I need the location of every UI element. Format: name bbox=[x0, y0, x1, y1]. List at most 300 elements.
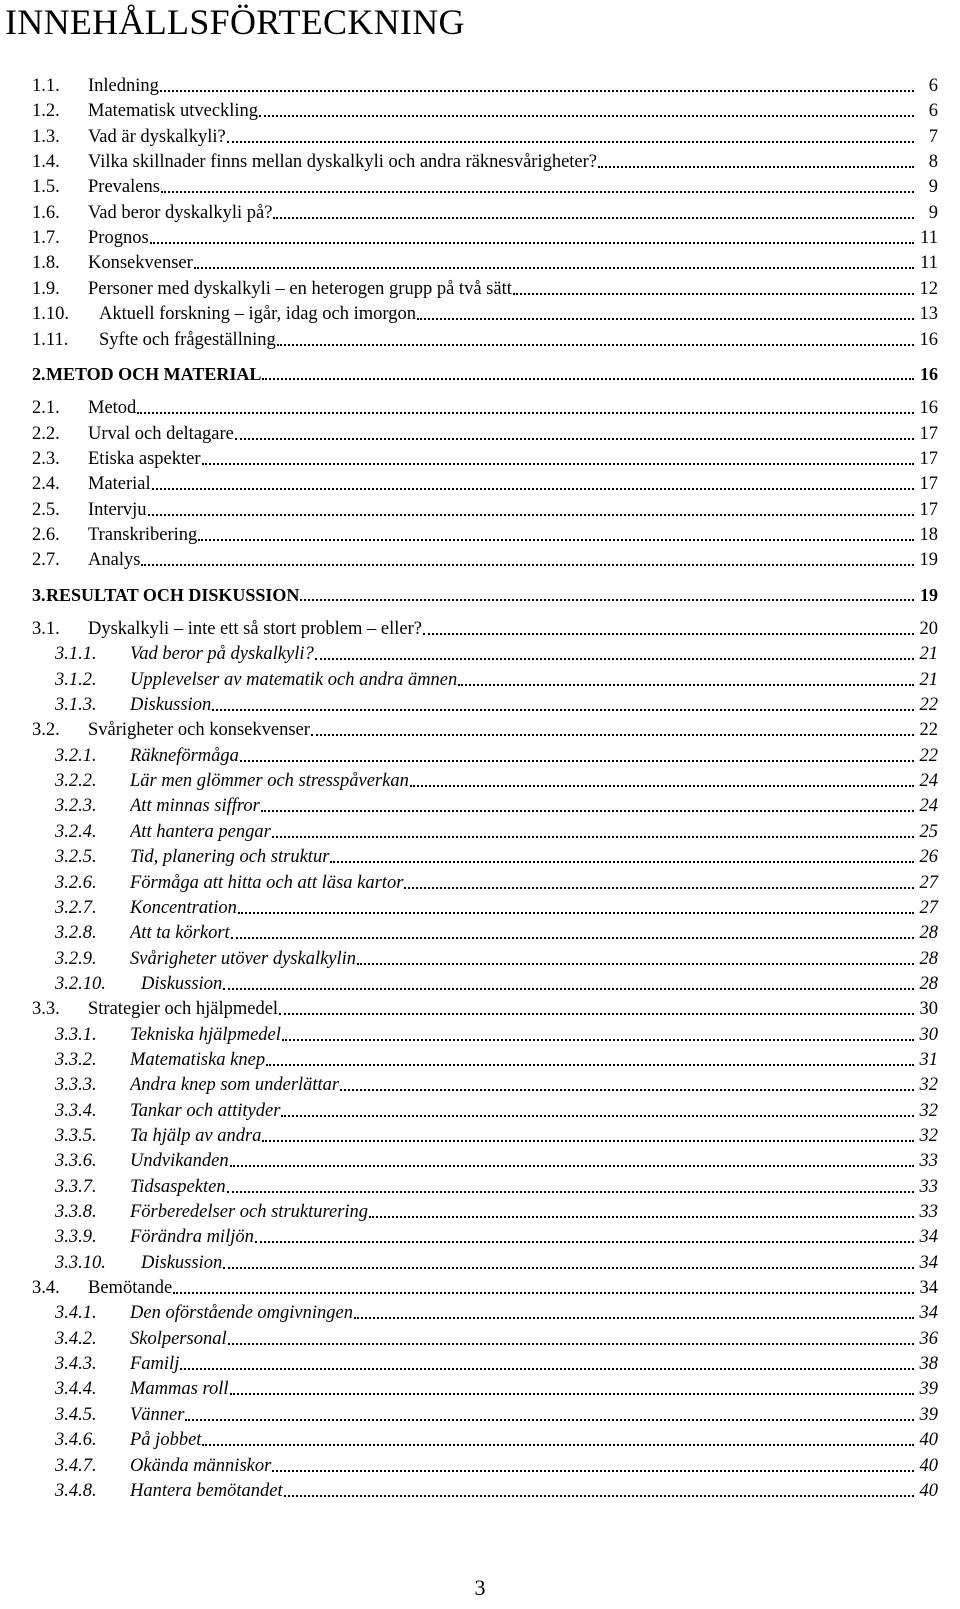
toc-dot-leader bbox=[231, 937, 914, 939]
toc-dot-leader bbox=[259, 115, 914, 117]
toc-entry[interactable] bbox=[0, 523, 960, 547]
toc-entry-title: Undvikanden bbox=[130, 1151, 229, 1171]
toc-dot-leader bbox=[137, 412, 914, 414]
toc-entry[interactable] bbox=[0, 1124, 960, 1148]
toc-entry[interactable] bbox=[0, 972, 960, 996]
toc-entry-leader bbox=[130, 1048, 914, 1072]
toc-entry[interactable] bbox=[0, 251, 960, 275]
toc-entry-number: 3.3.3. bbox=[55, 1075, 97, 1095]
toc-entry-leader bbox=[88, 617, 914, 641]
toc-entry[interactable] bbox=[0, 1479, 960, 1503]
toc-entry[interactable] bbox=[0, 744, 960, 768]
toc-entry[interactable] bbox=[0, 422, 960, 446]
toc-entry-leader bbox=[88, 277, 914, 301]
toc-entry[interactable] bbox=[0, 99, 960, 123]
toc-entry[interactable] bbox=[0, 794, 960, 818]
toc-dot-leader bbox=[152, 488, 914, 490]
toc-entry-leader bbox=[88, 125, 914, 149]
toc-entry-number: 1.10. bbox=[32, 304, 69, 324]
toc-entry-page: 9 bbox=[928, 203, 938, 223]
toc-entry-number: 3.4. bbox=[32, 1278, 60, 1298]
toc-entry-leader bbox=[88, 150, 914, 174]
toc-entry-number: 2. bbox=[32, 364, 46, 384]
toc-entry[interactable] bbox=[0, 820, 960, 844]
toc-entry-number: 3.1.1. bbox=[55, 644, 97, 664]
toc-entry-page: 8 bbox=[928, 152, 938, 172]
toc-entry[interactable] bbox=[0, 1225, 960, 1249]
toc-entry-page: 34 bbox=[919, 1227, 938, 1247]
toc-entry-number: 3.2.7. bbox=[55, 898, 97, 918]
toc-entry-number: 3.2.3. bbox=[55, 796, 97, 816]
toc-entry-leader bbox=[88, 175, 914, 199]
toc-entry-title: Svårigheter utöver dyskalkylin bbox=[130, 949, 357, 969]
toc-dot-leader bbox=[404, 887, 914, 889]
toc-entry-page: 7 bbox=[928, 127, 938, 147]
toc-dot-leader bbox=[277, 344, 914, 346]
toc-entry-leader bbox=[88, 74, 914, 98]
toc-entry-leader bbox=[88, 1276, 914, 1300]
toc-entry-leader bbox=[130, 668, 914, 692]
toc-entry-number: 3.4.7. bbox=[55, 1456, 97, 1476]
toc-entry-title: Konsekvenser bbox=[88, 253, 193, 273]
toc-entry-page: 21 bbox=[919, 670, 938, 690]
toc-entry-number: 1.1. bbox=[32, 76, 60, 96]
toc-entry-number: 3.3.10. bbox=[55, 1253, 106, 1273]
toc-entry-page: 34 bbox=[919, 1253, 938, 1273]
toc-entry-title: Vilka skillnader finns mellan dyskalkyli och andra räknesvårigheter? bbox=[88, 152, 598, 172]
toc-dot-leader bbox=[227, 1191, 914, 1193]
toc-dot-leader bbox=[272, 1470, 914, 1472]
toc-entry-page: 17 bbox=[919, 500, 938, 520]
toc-entry-page: 34 bbox=[919, 1278, 938, 1298]
toc-entry-number: 3.3. bbox=[32, 999, 60, 1019]
toc-entry-number: 3.3.9. bbox=[55, 1227, 97, 1247]
toc-entry[interactable] bbox=[0, 718, 960, 742]
toc-entry-title: Bemötande bbox=[88, 1278, 173, 1298]
toc-entry-number: 3.4.1. bbox=[55, 1303, 97, 1323]
toc-entry-number: 3.4.3. bbox=[55, 1354, 97, 1374]
toc-entry-title: Den oförstående omgivningen bbox=[130, 1303, 353, 1323]
toc-entry[interactable] bbox=[0, 396, 960, 420]
toc-entry-number: 3.4.2. bbox=[55, 1329, 97, 1349]
toc-dot-leader bbox=[300, 599, 914, 601]
toc-entry[interactable] bbox=[0, 668, 960, 692]
toc-entry-leader bbox=[141, 1251, 914, 1275]
toc-entry-number: 1.4. bbox=[32, 152, 60, 172]
toc-entry-page: 26 bbox=[919, 847, 938, 867]
toc-entry-title: Andra knep som underlättar bbox=[130, 1075, 340, 1095]
toc-entry-leader bbox=[130, 642, 914, 666]
toc-entry-leader bbox=[130, 769, 914, 793]
toc-dot-leader bbox=[141, 564, 914, 566]
toc-dot-leader bbox=[160, 90, 914, 92]
toc-entry-page: 27 bbox=[919, 873, 938, 893]
toc-entry-title: Räkneförmåga bbox=[130, 746, 239, 766]
toc-entry-title: Ta hjälp av andra bbox=[130, 1126, 262, 1146]
toc-entry[interactable] bbox=[0, 548, 960, 572]
toc-entry-page: 34 bbox=[919, 1303, 938, 1323]
page-title: INNEHÅLLSFÖRTECKNING bbox=[5, 2, 465, 42]
toc-dot-leader bbox=[173, 1292, 914, 1294]
toc-entry-title: Transkribering bbox=[88, 525, 198, 545]
toc-entry-leader bbox=[99, 328, 914, 352]
toc-entry[interactable] bbox=[0, 997, 960, 1021]
toc-dot-leader bbox=[227, 141, 914, 143]
toc-entry-leader bbox=[88, 997, 914, 1021]
toc-entry-leader bbox=[130, 1149, 914, 1173]
toc-entry[interactable] bbox=[0, 1327, 960, 1351]
toc-entry[interactable] bbox=[0, 1073, 960, 1097]
toc-dot-leader bbox=[340, 1089, 914, 1091]
toc-entry[interactable] bbox=[0, 1149, 960, 1173]
toc-entry-page: 16 bbox=[920, 364, 938, 384]
toc-entry-title: Prevalens bbox=[88, 177, 160, 197]
toc-entry-title: RESULTAT OCH DISKUSSION bbox=[46, 585, 300, 605]
toc-entry[interactable] bbox=[0, 302, 960, 326]
toc-entry-number: 3.2.5. bbox=[55, 847, 97, 867]
toc-dot-leader bbox=[230, 1393, 915, 1395]
toc-dot-leader bbox=[230, 1165, 914, 1167]
toc-entry-leader bbox=[130, 1352, 914, 1376]
toc-dot-leader bbox=[240, 760, 914, 762]
toc-dot-leader bbox=[202, 1444, 914, 1446]
toc-dot-leader bbox=[194, 267, 914, 269]
toc-dot-leader bbox=[284, 1495, 914, 1497]
toc-entry-title: Koncentration bbox=[130, 898, 237, 918]
toc-entry[interactable] bbox=[0, 74, 960, 98]
toc-entry-page: 32 bbox=[919, 1075, 938, 1095]
toc-entry[interactable] bbox=[0, 150, 960, 174]
toc-entry-title: Tid, planering och struktur bbox=[130, 847, 330, 867]
toc-entry-title: Aktuell forskning – igår, idag och imorgon bbox=[99, 304, 416, 324]
toc-entry-title: Förberedelser och strukturering bbox=[130, 1202, 369, 1222]
toc-dot-leader bbox=[262, 1140, 914, 1142]
toc-entry-page: 33 bbox=[919, 1177, 938, 1197]
toc-dot-leader bbox=[223, 1267, 914, 1269]
toc-dot-leader bbox=[282, 1039, 914, 1041]
toc-entry-page: 39 bbox=[919, 1379, 938, 1399]
page-number: 3 bbox=[474, 1575, 486, 1600]
toc-entry-number: 3.3.6. bbox=[55, 1151, 97, 1171]
toc-entry-leader bbox=[88, 498, 914, 522]
toc-entry-title: Tidsaspekten bbox=[130, 1177, 226, 1197]
toc-entry-title: Vad beror dyskalkyli på? bbox=[88, 203, 273, 223]
toc-entry-page: 13 bbox=[919, 304, 938, 324]
toc-dot-leader bbox=[311, 734, 914, 736]
toc-entry[interactable] bbox=[0, 277, 960, 301]
toc-entry[interactable] bbox=[0, 642, 960, 666]
toc-entry-title: Inledning bbox=[88, 76, 159, 96]
toc-entry-page: 16 bbox=[919, 398, 938, 418]
toc-entry-page: 22 bbox=[919, 746, 938, 766]
toc-entry-number: 2.4. bbox=[32, 474, 60, 494]
toc-dot-leader bbox=[315, 658, 914, 660]
toc-entry-leader bbox=[130, 1403, 914, 1427]
toc-entry[interactable] bbox=[0, 1454, 960, 1478]
toc-entry[interactable] bbox=[0, 328, 960, 352]
toc-dot-leader bbox=[357, 963, 914, 965]
toc-entry-number: 3.2. bbox=[32, 720, 60, 740]
toc-entry-number: 3.3.1. bbox=[55, 1025, 97, 1045]
toc-entry-page: 16 bbox=[919, 330, 938, 350]
toc-entry[interactable] bbox=[0, 1276, 960, 1300]
toc-dot-leader bbox=[202, 463, 915, 465]
toc-entry-leader bbox=[130, 1175, 914, 1199]
toc-entry[interactable] bbox=[0, 921, 960, 945]
toc-entry-title: Vad beror på dyskalkyli? bbox=[130, 644, 314, 664]
toc-entry-leader bbox=[130, 947, 914, 971]
toc-entry-leader bbox=[46, 362, 914, 386]
toc-dot-leader bbox=[198, 539, 914, 541]
toc-entry-leader bbox=[88, 548, 914, 572]
toc-entry-page: 30 bbox=[919, 1025, 938, 1045]
toc-entry-page: 17 bbox=[919, 424, 938, 444]
toc-entry[interactable] bbox=[0, 1377, 960, 1401]
toc-entry[interactable] bbox=[0, 693, 960, 717]
toc-entry-leader bbox=[88, 201, 914, 225]
toc-dot-leader bbox=[279, 1013, 914, 1015]
toc-entry-title: Matematisk utveckling bbox=[88, 101, 259, 121]
toc-entry-title: Vänner bbox=[130, 1405, 185, 1425]
toc-dot-leader bbox=[255, 1241, 914, 1243]
toc-entry-number: 3.4.8. bbox=[55, 1481, 97, 1501]
toc-entry-number: 3.4.5. bbox=[55, 1405, 97, 1425]
toc-entry-title: Intervju bbox=[88, 500, 147, 520]
toc-entry-page: 22 bbox=[919, 695, 938, 715]
toc-entry[interactable] bbox=[0, 226, 960, 250]
toc-entry-title: Skolpersonal bbox=[130, 1329, 227, 1349]
toc-entry[interactable] bbox=[0, 845, 960, 869]
toc-entry-title: Familj bbox=[130, 1354, 180, 1374]
toc-entry[interactable] bbox=[0, 947, 960, 971]
toc-entry[interactable] bbox=[0, 1428, 960, 1452]
toc-entry-title: Material bbox=[88, 474, 151, 494]
toc-entry-number: 3.3.7. bbox=[55, 1177, 97, 1197]
toc-entry-number: 3.2.9. bbox=[55, 949, 97, 969]
toc-entry-number: 3.3.4. bbox=[55, 1101, 97, 1121]
toc-entry-number: 2.7. bbox=[32, 550, 60, 570]
toc-entry-title: Etiska aspekter bbox=[88, 449, 201, 469]
toc-entry-page: 21 bbox=[919, 644, 938, 664]
toc-entry-title: Förmåga att hitta och att läsa kartor bbox=[130, 873, 404, 893]
toc-entry-title: Diskussion bbox=[141, 1253, 223, 1273]
toc-entry-title: Att hantera pengar bbox=[130, 822, 271, 842]
toc-entry-number: 3.3.5. bbox=[55, 1126, 97, 1146]
toc-entry-page: 28 bbox=[919, 974, 938, 994]
toc-entry-title: Diskussion bbox=[141, 974, 223, 994]
toc-entry-number: 3. bbox=[32, 585, 46, 605]
toc-dot-leader bbox=[180, 1368, 914, 1370]
toc-entry-leader bbox=[130, 1124, 914, 1148]
toc-entry-number: 2.2. bbox=[32, 424, 60, 444]
toc-entry-title: Personer med dyskalkyli – en heterogen grupp på två sätt bbox=[88, 279, 512, 299]
toc-entry-number: 3.3.8. bbox=[55, 1202, 97, 1222]
toc-entry-leader bbox=[88, 251, 914, 275]
toc-entry-number: 1.3. bbox=[32, 127, 60, 147]
toc-dot-leader bbox=[262, 378, 914, 380]
toc-entry[interactable] bbox=[0, 447, 960, 471]
toc-entry-page: 28 bbox=[919, 949, 938, 969]
toc-entry-leader bbox=[130, 1454, 914, 1478]
toc-dot-leader bbox=[272, 836, 914, 838]
toc-entry[interactable] bbox=[0, 769, 960, 793]
toc-dot-leader bbox=[212, 709, 914, 711]
toc-entry[interactable] bbox=[0, 362, 960, 386]
toc-entry-number: 2.1. bbox=[32, 398, 60, 418]
toc-entry-leader bbox=[141, 972, 914, 996]
toc-entry-number: 3.2.4. bbox=[55, 822, 97, 842]
toc-entry[interactable] bbox=[0, 583, 960, 607]
toc-entry[interactable] bbox=[0, 1352, 960, 1376]
toc-entry[interactable] bbox=[0, 1023, 960, 1047]
toc-entry-leader bbox=[130, 1428, 914, 1452]
toc-entry[interactable] bbox=[0, 125, 960, 149]
toc-entry-title: Dyskalkyli – inte ett så stort problem – eller? bbox=[88, 619, 422, 639]
toc-dot-leader bbox=[423, 633, 914, 635]
toc-entry-title: Urval och deltagare bbox=[88, 424, 234, 444]
toc-entry-page: 40 bbox=[919, 1456, 938, 1476]
toc-entry-page: 40 bbox=[919, 1481, 938, 1501]
toc-dot-leader bbox=[598, 166, 914, 168]
toc-entry-leader bbox=[88, 226, 914, 250]
toc-entry-page: 32 bbox=[919, 1126, 938, 1146]
toc-entry-number: 3.2.2. bbox=[55, 771, 97, 791]
toc-entry[interactable] bbox=[0, 175, 960, 199]
toc-entry-title: Prognos bbox=[88, 228, 149, 248]
toc-entry-title: Vad är dyskalkyli? bbox=[88, 127, 226, 147]
toc-entry[interactable] bbox=[0, 1175, 960, 1199]
toc-entry-number: 3.2.1. bbox=[55, 746, 97, 766]
toc-entry-leader bbox=[130, 1099, 914, 1123]
toc-entry-number: 1.7. bbox=[32, 228, 60, 248]
toc-entry-title: Tankar och attityder bbox=[130, 1101, 281, 1121]
toc-entry-leader bbox=[88, 422, 914, 446]
toc-entry[interactable] bbox=[0, 1099, 960, 1123]
toc-entry-number: 2.5. bbox=[32, 500, 60, 520]
toc-entry[interactable] bbox=[0, 472, 960, 496]
toc-entry-number: 2.6. bbox=[32, 525, 60, 545]
toc-entry-number: 3.1. bbox=[32, 619, 60, 639]
toc-dot-leader bbox=[354, 1317, 914, 1319]
toc-entry-page: 28 bbox=[919, 923, 938, 943]
toc-entry-title: Strategier och hjälpmedel bbox=[88, 999, 279, 1019]
toc-entry[interactable] bbox=[0, 1200, 960, 1224]
toc-entry[interactable] bbox=[0, 617, 960, 641]
toc-entry-leader bbox=[130, 1377, 914, 1401]
toc-entry-number: 3.2.6. bbox=[55, 873, 97, 893]
toc-entry-number: 3.4.6. bbox=[55, 1430, 97, 1450]
toc-entry-page: 19 bbox=[920, 585, 938, 605]
toc-entry-leader bbox=[130, 1301, 914, 1325]
toc-entry-number: 1.6. bbox=[32, 203, 60, 223]
toc-entry-page: 11 bbox=[920, 228, 938, 248]
toc-dot-leader bbox=[266, 1064, 914, 1066]
toc-entry-leader bbox=[130, 921, 914, 945]
toc-entry-title: På jobbet bbox=[130, 1430, 202, 1450]
toc-entry-page: 18 bbox=[919, 525, 938, 545]
toc-dot-leader bbox=[513, 293, 914, 295]
toc-entry-leader bbox=[130, 845, 914, 869]
toc-entry-page: 36 bbox=[919, 1329, 938, 1349]
toc-entry[interactable] bbox=[0, 896, 960, 920]
toc-dot-leader bbox=[161, 191, 914, 193]
toc-entry[interactable] bbox=[0, 498, 960, 522]
toc-entry[interactable] bbox=[0, 1301, 960, 1325]
toc-entry-number: 1.2. bbox=[32, 101, 60, 121]
toc-entry-leader bbox=[130, 794, 914, 818]
toc-entry-page: 9 bbox=[928, 177, 938, 197]
toc-entry-number: 1.9. bbox=[32, 279, 60, 299]
toc-entry-leader bbox=[130, 1200, 914, 1224]
toc-entry-page: 24 bbox=[919, 796, 938, 816]
toc-entry-title: Matematiska knep bbox=[130, 1050, 266, 1070]
toc-dot-leader bbox=[148, 514, 914, 516]
toc-entry-leader bbox=[130, 1225, 914, 1249]
toc-entry-leader bbox=[130, 1479, 914, 1503]
toc-entry-title: Lär men glömmer och stresspåverkan bbox=[130, 771, 409, 791]
toc-entry-title: Förändra miljön bbox=[130, 1227, 254, 1247]
toc-entry-page: 40 bbox=[919, 1430, 938, 1450]
toc-entry-number: 1.5. bbox=[32, 177, 60, 197]
toc-entry-title: Syfte och frågeställning bbox=[99, 330, 276, 350]
toc-entry-page: 22 bbox=[919, 720, 938, 740]
toc-dot-leader bbox=[238, 912, 914, 914]
toc-entry-leader bbox=[130, 1073, 914, 1097]
toc-dot-leader bbox=[410, 785, 914, 787]
toc-entry-page: 33 bbox=[919, 1151, 938, 1171]
toc-dot-leader bbox=[417, 318, 914, 320]
toc-entry-page: 6 bbox=[928, 101, 938, 121]
toc-dot-leader bbox=[330, 861, 914, 863]
toc-entry-title: Hantera bemötandet bbox=[130, 1481, 283, 1501]
toc-dot-leader bbox=[228, 1343, 914, 1345]
toc-entry[interactable] bbox=[0, 1403, 960, 1427]
toc-entry-page: 39 bbox=[919, 1405, 938, 1425]
toc-entry-leader bbox=[130, 820, 914, 844]
toc-entry-page: 20 bbox=[919, 619, 938, 639]
toc-entry[interactable] bbox=[0, 201, 960, 225]
toc-entry-number: 3.2.10. bbox=[55, 974, 106, 994]
toc-entry[interactable] bbox=[0, 1251, 960, 1275]
toc-entry-leader bbox=[88, 447, 914, 471]
toc-entry[interactable] bbox=[0, 871, 960, 895]
toc-entry-number: 3.2.8. bbox=[55, 923, 97, 943]
toc-entry-page: 24 bbox=[919, 771, 938, 791]
toc-entry-number: 3.1.3. bbox=[55, 695, 97, 715]
toc-entry-leader bbox=[130, 896, 914, 920]
toc-entry-leader bbox=[99, 302, 914, 326]
toc-entry-page: 12 bbox=[919, 279, 938, 299]
toc-entry-title: Analys bbox=[88, 550, 141, 570]
toc-entry-number: 2.3. bbox=[32, 449, 60, 469]
toc-dot-leader bbox=[261, 810, 914, 812]
toc-entry-page: 25 bbox=[919, 822, 938, 842]
toc-entry-leader bbox=[46, 583, 914, 607]
toc-entry-number: 3.3.2. bbox=[55, 1050, 97, 1070]
toc-dot-leader bbox=[281, 1115, 914, 1117]
toc-entry-title: Okända människor bbox=[130, 1456, 272, 1476]
toc-entry-page: 11 bbox=[920, 253, 938, 273]
toc-entry-title: Metod bbox=[88, 398, 137, 418]
toc-dot-leader bbox=[223, 988, 914, 990]
toc-entry-page: 27 bbox=[919, 898, 938, 918]
toc-entry[interactable] bbox=[0, 1048, 960, 1072]
toc-entry-leader bbox=[130, 1023, 914, 1047]
toc-entry-title: Diskussion bbox=[130, 695, 212, 715]
toc-entry-number: 1.11. bbox=[32, 330, 69, 350]
toc-entry-title: Mammas roll bbox=[130, 1379, 229, 1399]
toc-dot-leader bbox=[273, 217, 914, 219]
